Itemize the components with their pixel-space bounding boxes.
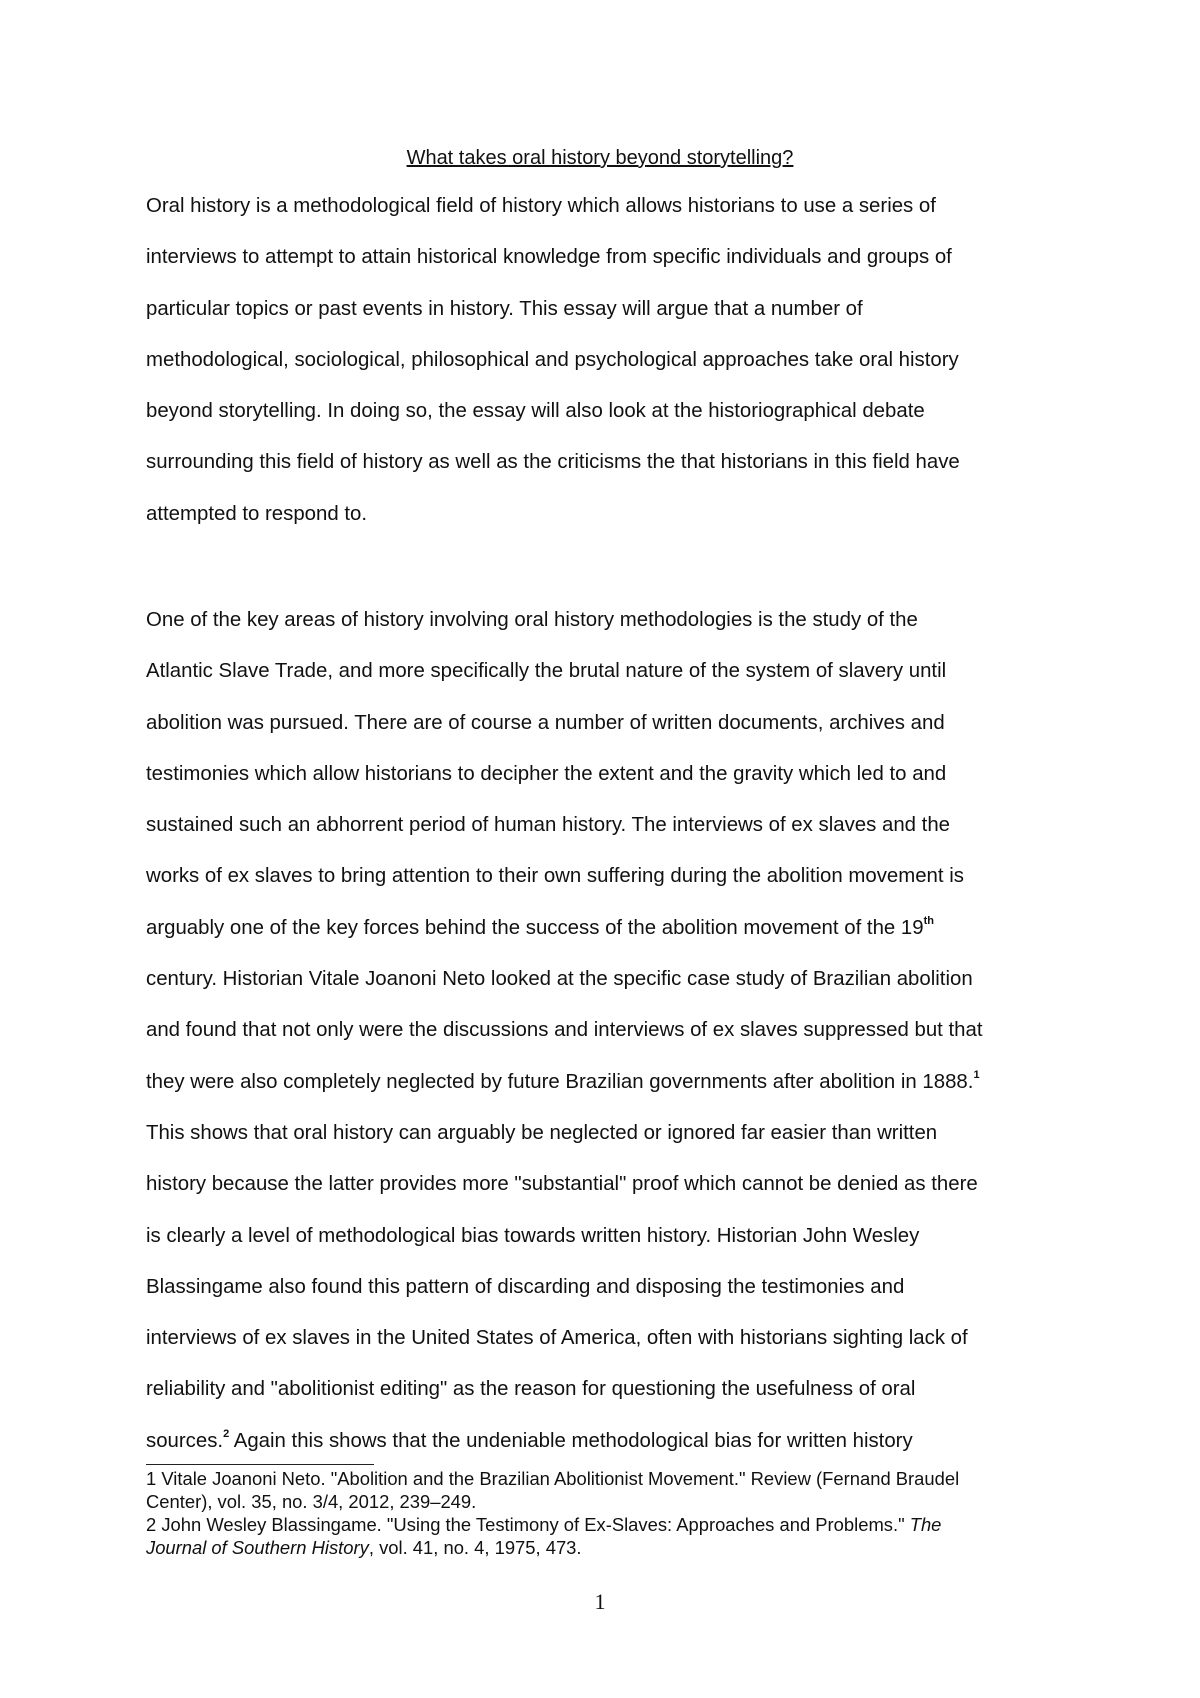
text-line (146, 903, 1066, 954)
text-line (146, 1416, 1066, 1467)
text-line: surrounding this field of history as well as the criticisms the that historians in this field have (146, 451, 960, 474)
footnote-ref-2: 2 (223, 1427, 230, 1440)
text-line: history because the latter provides more "substantial" proof which cannot be denied as there (146, 1173, 978, 1196)
text-line (146, 1057, 1066, 1108)
footnote-2 (146, 1513, 1066, 1536)
footnotes (146, 1467, 1066, 1559)
footnote-separator (146, 1464, 374, 1465)
text-line: attempted to respond to. (146, 502, 368, 525)
footnote-text: 2 John Wesley Blassingame. "Using the Testimony of Ex-Slaves: Approaches and Problems." (146, 1514, 910, 1535)
text-segment: arguably one of the key forces behind the success of the abolition movement of the 19 (146, 916, 924, 939)
text-line: interviews of ex slaves in the United States of America, often with historians sighting lack of (146, 1327, 968, 1350)
text-line: and found that not only were the discussions and interviews of ex slaves suppressed but that (146, 1019, 983, 1042)
superscript-th: th (923, 914, 934, 927)
text-segment: Again this shows that the undeniable methodological bias for written history (229, 1429, 913, 1452)
text-line: interviews to attempt to attain historical knowledge from specific individuals and groups of (146, 246, 952, 269)
text-line: Atlantic Slave Trade, and more specifically the brutal nature of the system of slavery until (146, 660, 947, 683)
text-line: This shows that oral history can arguably be neglected or ignored far easier than written (146, 1121, 938, 1144)
journal-title: The (909, 1514, 942, 1535)
page-number: 1 (594, 1589, 606, 1614)
document-title: What takes oral history beyond storytelling? (406, 147, 794, 169)
text-line: century. Historian Vitale Joanoni Neto looked at the specific case study of Brazilian abolition (146, 968, 973, 991)
text-segment: they were also completely neglected by future Brazilian governments after abolition in 1888. (146, 1070, 974, 1093)
text-segment: sources. (146, 1429, 224, 1452)
text-line: beyond storytelling. In doing so, the essay will also look at the historiographical debate (146, 400, 925, 423)
text-line: methodological, sociological, philosophical and psychological approaches take oral history (146, 348, 959, 371)
paragraph-introduction (146, 181, 1066, 540)
text-line: abolition was pursued. There are of course a number of written documents, archives and (146, 711, 945, 734)
text-line: particular topics or past events in history. This essay will argue that a number of (146, 297, 863, 320)
text-line: Oral history is a methodological field of history which allows historians to use a series of (146, 195, 936, 217)
text-line: reliability and "abolitionist editing" as the reason for questioning the usefulness of oral (146, 1378, 916, 1401)
footnote-1: 1 Vitale Joanoni Neto. "Abolition and the Brazilian Abolitionist Movement." Review (Fernand Braudel (146, 1468, 960, 1489)
text-line: works of ex slaves to bring attention to their own suffering during the abolition movement is (146, 865, 964, 888)
text-line: Blassingame also found this pattern of discarding and disposing the testimonies and (146, 1275, 905, 1298)
text-line: sustained such an abhorrent period of human history. The interviews of ex slaves and the (146, 814, 951, 837)
footnote-ref-1: 1 (973, 1068, 980, 1081)
text-line: is clearly a level of methodological bias towards written history. Historian John Wesley (146, 1224, 920, 1247)
footnote-text: , vol. 41, no. 4, 1975, 473. (368, 1537, 582, 1558)
text-line: One of the key areas of history involving oral history methodologies is the study of the (146, 609, 918, 631)
footnote-2-continued (146, 1536, 1066, 1559)
footnote-1-continued: Center), vol. 35, no. 3/4, 2012, 239–249. (146, 1491, 477, 1512)
journal-title: Journal of Southern History (146, 1537, 369, 1558)
text-line: testimonies which allow historians to decipher the extent and the gravity which led to and (146, 762, 947, 785)
paragraph-slave-trade (146, 595, 1066, 1467)
